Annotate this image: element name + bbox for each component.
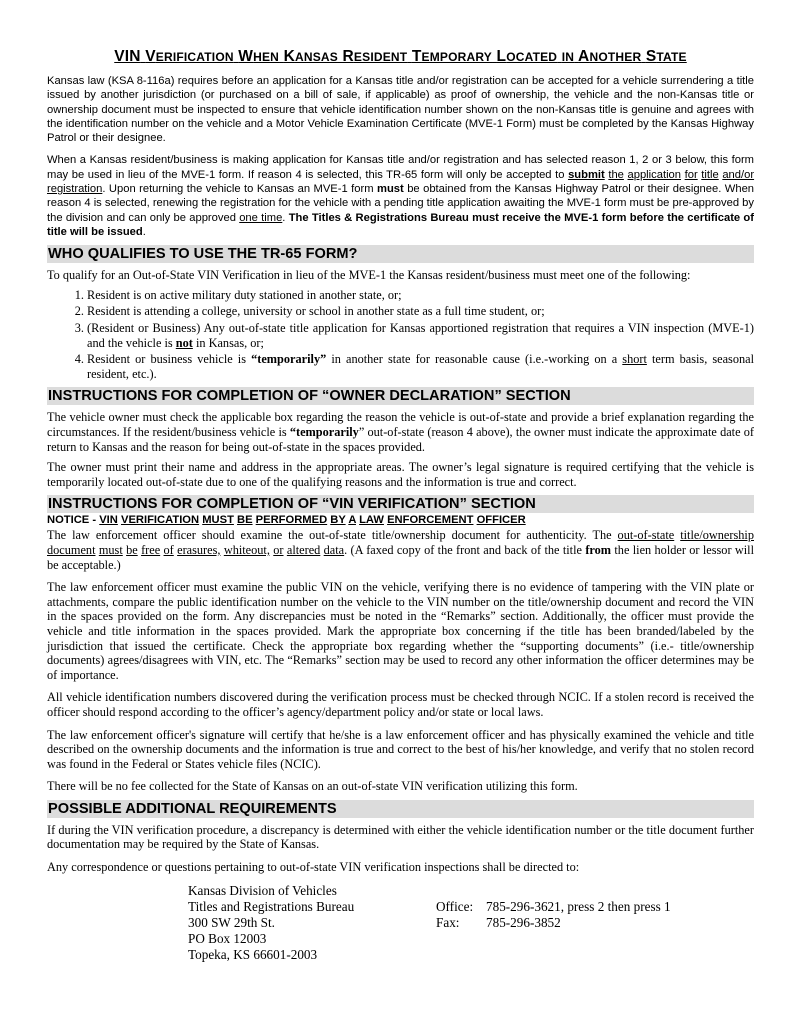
vin-paragraph-4: The law enforcement officer's signature will certify that he/she is a law enforcement officer and has physically examined the vehicle and title described on the ownership documents and the information is true and correct to the best of his/her knowledge, and verify that no stolen record was found in the Federal or States vehicle files (NCIC). xyxy=(47,727,754,771)
office-phone: Office: 785-296-3621, press 2 then press 1 xyxy=(436,898,671,914)
list-item: 2. Resident is attending a college, university or school in another state as a full time student, or; xyxy=(87,304,754,319)
title-word: LOCATED xyxy=(496,48,558,65)
title-word: RESIDENT xyxy=(342,48,408,65)
vin-paragraph-1: The law enforcement officer should examine the out-of-state title/ownership document for authenticity. The out-of-state title/ownership document must be free of erasures, whiteout, or altered data. (A faxed copy of the front and back of the title from the lien holder or lessor will be acceptable.) xyxy=(47,528,755,572)
list-item: 1. Resident is on active military duty stationed in another state, or; xyxy=(87,288,754,303)
document-title xyxy=(47,48,754,66)
vin-paragraph-2: The law enforcement officer must examine the public VIN on the vehicle, verifying there is no evidence of tampering with the VIN plate or attachments, compare the public identification number on the vehicle to the VIN number on the title/ownership document and record the VIN in the spaces provided on the form. Any discrepancies must be noted in the “Remarks” section. Additionally, the officer must provide the vehicle and title information in the spaces provided. Mark the appropriate box concerning if the title has been branded/labeled by the jurisdiction that issued the certificate. Check the appropriate box regarding whether the “supporting documents” (i.e.- title/ownership documents) agrees/disagrees with VIN, etc. The “Remarks” section may be used to record any other information the officer determines may be of importance. xyxy=(47,580,754,682)
qualifies-lead: To qualify for an Out-of-State VIN Verification in lieu of the MVE-1 the Kansas resident/business must meet one of the following: xyxy=(47,268,691,283)
additional-paragraph-1: If during the VIN verification procedure, a discrepancy is determined with either the vehicle identification number or the title document further documentation may be required by the State of Kansas. xyxy=(47,822,754,852)
section-heading-vin-verification: INSTRUCTIONS FOR COMPLETION OF “VIN VERIFICATION” SECTION xyxy=(47,495,754,513)
intro-paragraph-1: Kansas law (KSA 8-116a) requires before an application for a Kansas title and/or registration can be accepted for a vehicle surrendering a title issued by another jurisdiction (or purchased on a bill of sale, if applicable) as proof of ownership, the vehicle and the non-Kansas title or ownership document must be inspected to ensure that vehicle identification number shown on the non-Kansas title is genuine and agrees with the identification number on the vehicle and a Motor Vehicle Examination Certificate (MVE-1 Form) must be completed by the Kansas Highway Patrol or their designee. xyxy=(47,75,754,145)
vin-paragraph-3: All vehicle identification numbers discovered during the verification process must be checked through NCIC. If a stolen record is received the officer should respond according to the officer’s agency/department policy and/or state or local laws. xyxy=(47,690,754,719)
document-page xyxy=(47,48,754,964)
contact-block xyxy=(188,883,754,964)
section-heading-additional-requirements: POSSIBLE ADDITIONAL REQUIREMENTS xyxy=(47,800,754,818)
list-item: 3. (Resident or Business) Any out-of-state title application for Kansas apportioned registration that requires a VIN inspection (MVE-1) and the vehicle is not in Kansas, or; xyxy=(87,321,754,350)
title-word: KANSAS xyxy=(283,48,338,65)
fax-number: Fax: 785-296-3852 xyxy=(436,914,561,930)
vin-paragraph-5: There will be no fee collected for the State of Kansas on an out-of-state VIN verification utilizing this form. xyxy=(47,779,578,794)
additional-paragraph-2: Any correspondence or questions pertaining to out-of-state VIN verification inspections shall be directed to: xyxy=(47,860,580,875)
title-word: VERIFICATION xyxy=(145,48,234,65)
notice-line: NOTICE - VIN VERIFICATION MUST BE PERFORMED BY A LAW ENFORCEMENT OFFICER xyxy=(47,514,526,527)
title-word: VIN xyxy=(114,48,141,65)
owner-paragraph-1: The vehicle owner must check the applicable box regarding the reason the vehicle is out-of-state and provide a brief explanation regarding the circumstances. If the resident/business vehicle is “temporarily” out-of-state (reason 4 above), the owner must indicate the approximate date of return to Kansas and the reason for being out-of-state in the spaces provided. xyxy=(47,410,754,454)
title-word: WHEN xyxy=(238,48,280,65)
title-word: STATE xyxy=(645,48,687,65)
address-line: Kansas Division of Vehicles xyxy=(188,882,337,898)
address-line: 300 SW 29th St. xyxy=(188,915,275,931)
title-word: TEMPORARY xyxy=(411,48,493,65)
title-word: IN xyxy=(561,50,575,64)
address-line: Titles and Registrations Bureau xyxy=(188,898,355,914)
intro-paragraph-2: When a Kansas resident/business is making application for Kansas title and/or registration and has selected reason 1, 2 or 3 below, this form may be used in lieu of the MVE-1 form. If reason 4 is selected, this TR-65 form will only be accepted to submit the application for title and/or registration. Upon returning the vehicle to Kansas an MVE-1 form must be obtained from the Kansas Highway Patrol or their designee. When reason 4 is selected, renewing the registration for the vehicle with a pending title application awaiting the MVE-1 form must be pre-approved by the division and can only be approved one time. The Titles & Registrations Bureau must receive the MVE-1 form before the certificate of title will be issued. xyxy=(47,154,755,238)
qualifying-reasons-list xyxy=(47,288,754,382)
mailing-address xyxy=(188,883,436,964)
section-heading-qualifies: WHO QUALIFIES TO USE THE TR-65 FORM? xyxy=(47,245,754,263)
address-line: PO Box 12003 xyxy=(188,931,267,947)
section-heading-owner-declaration: INSTRUCTIONS FOR COMPLETION OF “OWNER DECLARATION” SECTION xyxy=(47,387,754,405)
phone-numbers xyxy=(436,899,671,931)
list-item: 4. Resident or business vehicle is “temporarily” in another state for reasonable cause (i.e.-working on a short term basis, seasonal resident, etc.). xyxy=(87,352,754,381)
title-word: ANOTHER xyxy=(578,48,642,65)
address-line: Topeka, KS 66601-2003 xyxy=(188,947,318,963)
owner-paragraph-2: The owner must print their name and address in the appropriate areas. The owner’s legal signature is required certifying that the vehicle is temporarily located out-of-state due to one of the qualifying reasons and the information is true and correct. xyxy=(47,460,754,489)
